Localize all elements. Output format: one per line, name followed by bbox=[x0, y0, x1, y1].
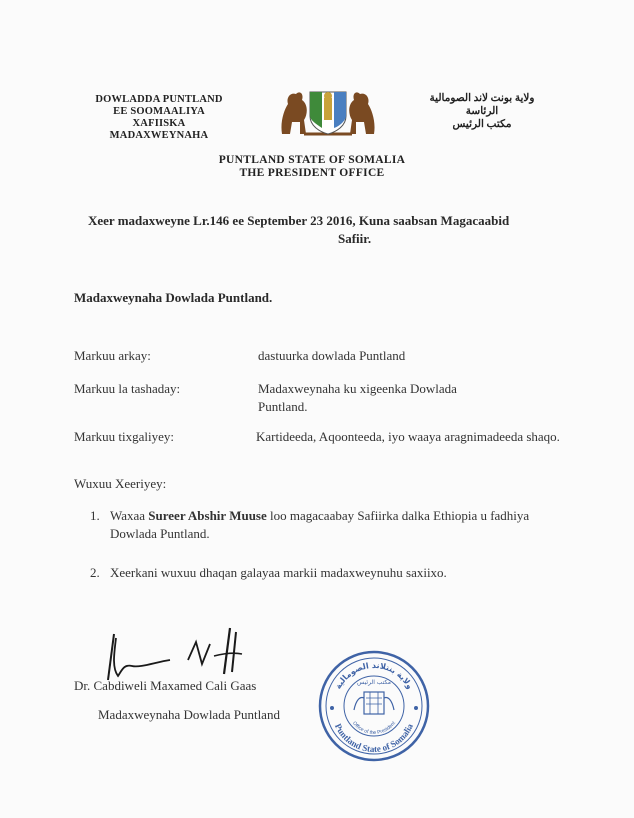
letterhead-line: THE PRESIDENT OFFICE bbox=[239, 167, 385, 179]
official-stamp bbox=[318, 650, 430, 762]
consideration-label: Markuu la tashaday: bbox=[74, 381, 181, 396]
letterhead-line: PUNTLAND STATE OF SOMALIA bbox=[218, 154, 406, 166]
letterhead-line: DOWLADDA PUNTLAND bbox=[95, 94, 223, 105]
letterhead-line: XAFIISKA bbox=[132, 118, 186, 129]
letterhead-line: الرئاسة bbox=[465, 106, 499, 117]
signer-title: Madaxweynaha Dowlada Puntland bbox=[98, 707, 280, 722]
decree-title bbox=[88, 212, 558, 248]
list-item-number: 2. bbox=[90, 565, 100, 580]
stamp-sub-text: مكتب الرئيس bbox=[356, 679, 392, 686]
list-item-text bbox=[90, 507, 560, 543]
letterhead-line: EE SOOMAALIYA bbox=[113, 106, 205, 117]
letterhead-somali bbox=[64, 94, 254, 142]
coat-of-arms-emblem bbox=[274, 82, 382, 142]
consideration-value: Madaxweynaha ku xigeenka Dowlada Puntland. bbox=[258, 381, 457, 414]
consideration-value: dastuurka dowlada Puntland bbox=[258, 348, 406, 363]
consideration-label: Markuu tixgaliyey: bbox=[74, 429, 175, 444]
consideration-label: Markuu arkay: bbox=[74, 348, 151, 363]
letterhead-arabic bbox=[418, 92, 546, 131]
consideration-value: Kartideeda, Aqoonteeda, iyo waaya aragnimadeeda shaqo. bbox=[256, 429, 560, 444]
decree-title-line: Safiir. bbox=[338, 231, 372, 246]
list-item bbox=[90, 507, 560, 543]
decision-heading: Wuxuu Xeeriyey: bbox=[74, 476, 167, 491]
list-item bbox=[90, 564, 560, 582]
signer-name: Dr. Cabdiweli Maxamed Cali Gaas bbox=[74, 678, 257, 693]
letterhead-line: MADAXWEYNAHA bbox=[109, 130, 209, 141]
letterhead-line: ولاية بونت لاند الصومالية bbox=[429, 93, 535, 104]
appointee-name: Sureer Abshir Muuse bbox=[148, 508, 267, 523]
letterhead-english bbox=[180, 154, 444, 180]
list-item-suffix: loo magacaabay Safiirka dalka Ethiopia u fadhiya Dowlada Puntland. bbox=[110, 508, 530, 541]
decree-title-line: Xeer madaxweyne Lr.146 ee September 23 2016, Kuna saabsan Magacaabid bbox=[88, 213, 510, 228]
stamp-top-text: ولاية بنتلاند الصومالية bbox=[333, 660, 415, 691]
stamp-bottom-text: Puntland State of Somalia bbox=[332, 721, 415, 755]
list-item-number: 1. bbox=[90, 508, 100, 523]
list-item-prefix: Waxaa bbox=[110, 508, 149, 523]
addressee: Madaxweynaha Dowlada Puntland. bbox=[74, 290, 273, 305]
letterhead-line: مكتب الرئيس bbox=[452, 119, 512, 130]
list-item-text: Xeerkani wuxuu dhaqan galayaa markii madaxweynuhu saxiixo. bbox=[110, 565, 447, 580]
stamp-inner-text: Office of the President bbox=[351, 720, 397, 737]
